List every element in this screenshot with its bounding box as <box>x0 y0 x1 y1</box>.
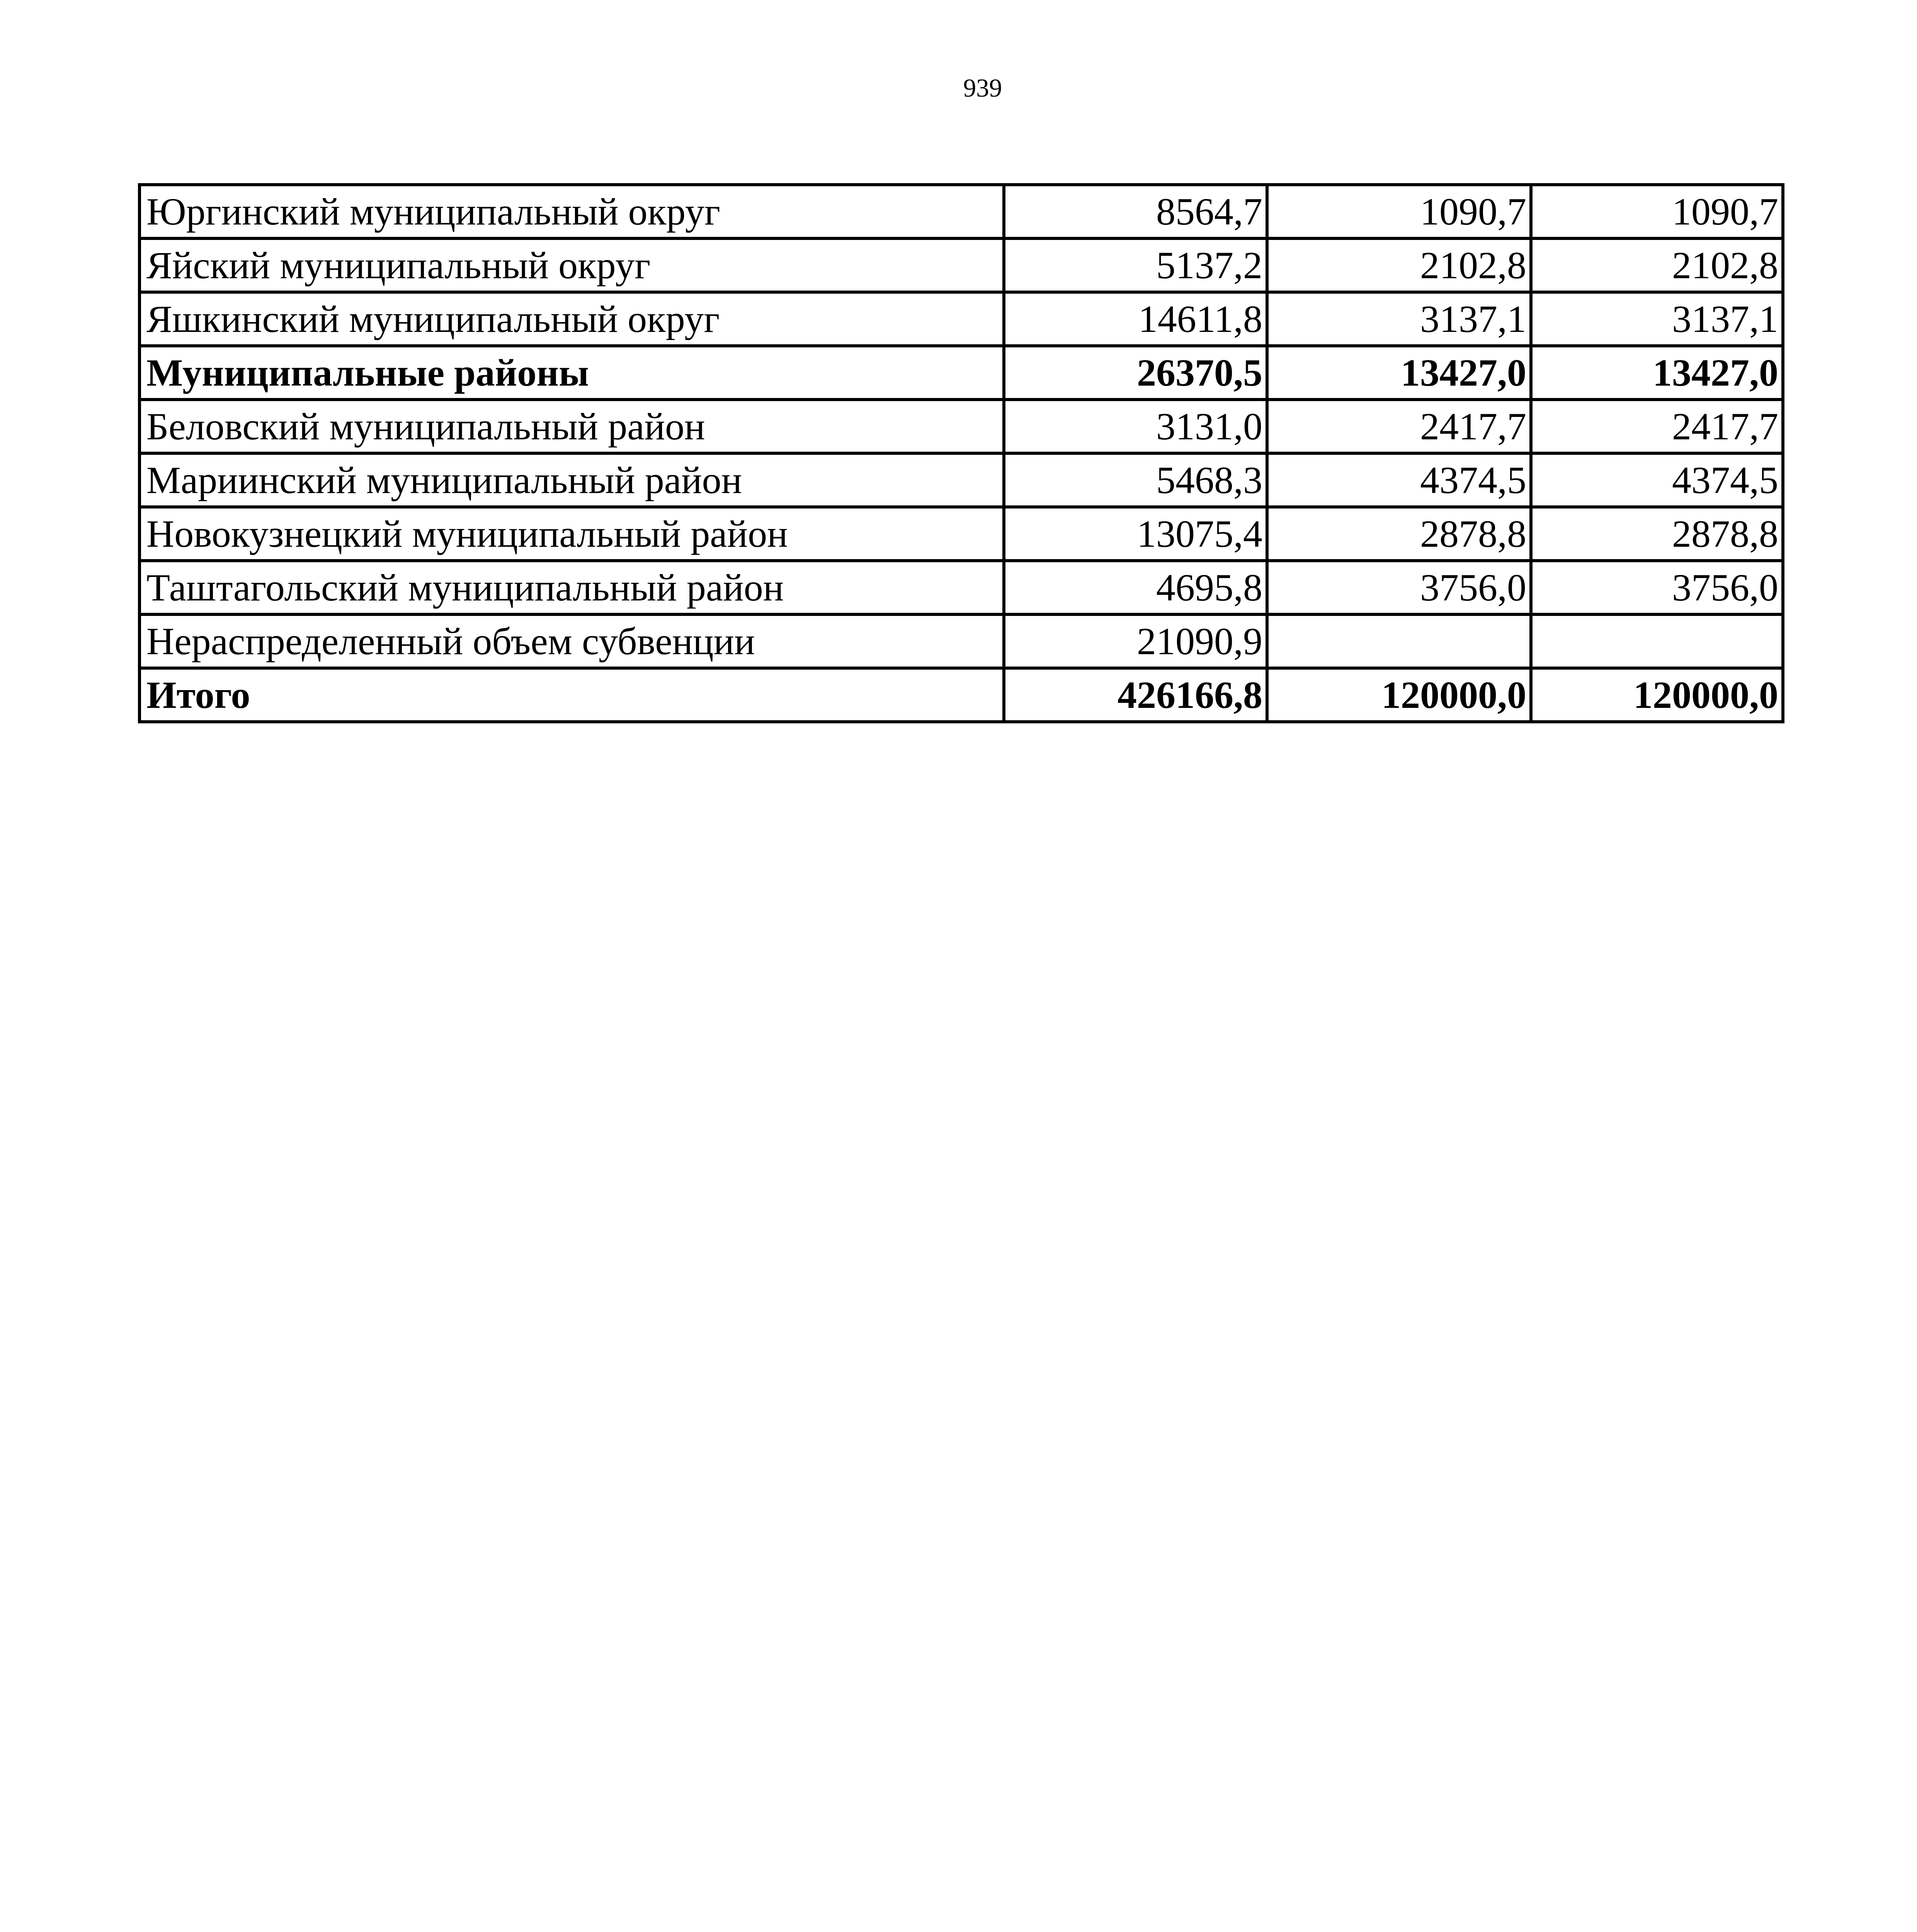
table-row <box>139 400 1783 453</box>
row-value-2 <box>1267 614 1531 668</box>
row-value-3: 13427,0 <box>1531 346 1783 400</box>
table-row <box>139 185 1783 238</box>
subvention-table <box>138 183 1784 723</box>
table-row <box>139 614 1783 668</box>
table-row <box>139 292 1783 346</box>
table-row <box>139 507 1783 561</box>
row-name: Таштагольский муниципальный район <box>139 561 1004 614</box>
table-row <box>139 561 1783 614</box>
row-value-2: 120000,0 <box>1267 668 1531 722</box>
row-name: Беловский муниципальный район <box>139 400 1004 453</box>
row-value-1: 3131,0 <box>1004 400 1267 453</box>
row-value-1: 8564,7 <box>1004 185 1267 238</box>
row-value-3: 1090,7 <box>1531 185 1783 238</box>
row-value-3: 120000,0 <box>1531 668 1783 722</box>
row-value-3 <box>1531 614 1783 668</box>
row-value-1: 21090,9 <box>1004 614 1267 668</box>
row-value-2: 3756,0 <box>1267 561 1531 614</box>
table-subtotal-row <box>139 346 1783 400</box>
row-value-1: 426166,8 <box>1004 668 1267 722</box>
row-name: Яшкинский муниципальный округ <box>139 292 1004 346</box>
row-value-1: 5468,3 <box>1004 453 1267 507</box>
table-row <box>139 453 1783 507</box>
row-name: Нераспределенный объем субвенции <box>139 614 1004 668</box>
row-name: Юргинский муниципальный округ <box>139 185 1004 238</box>
row-value-2: 1090,7 <box>1267 185 1531 238</box>
row-name: Итого <box>139 668 1004 722</box>
row-name: Новокузнецкий муниципальный район <box>139 507 1004 561</box>
row-value-2: 3137,1 <box>1267 292 1531 346</box>
row-value-3: 2878,8 <box>1531 507 1783 561</box>
page-number: 939 <box>963 74 1002 102</box>
row-value-2: 2878,8 <box>1267 507 1531 561</box>
row-value-2: 2417,7 <box>1267 400 1531 453</box>
row-value-3: 2417,7 <box>1531 400 1783 453</box>
row-value-1: 5137,2 <box>1004 238 1267 292</box>
table-total-row <box>139 668 1783 722</box>
row-value-3: 3756,0 <box>1531 561 1783 614</box>
row-value-2: 4374,5 <box>1267 453 1531 507</box>
row-value-3: 3137,1 <box>1531 292 1783 346</box>
row-value-3: 4374,5 <box>1531 453 1783 507</box>
row-name: Муниципальные районы <box>139 346 1004 400</box>
row-value-2: 2102,8 <box>1267 238 1531 292</box>
row-value-1: 4695,8 <box>1004 561 1267 614</box>
row-value-1: 26370,5 <box>1004 346 1267 400</box>
row-name: Яйский муниципальный округ <box>139 238 1004 292</box>
row-value-3: 2102,8 <box>1531 238 1783 292</box>
row-value-1: 13075,4 <box>1004 507 1267 561</box>
row-value-2: 13427,0 <box>1267 346 1531 400</box>
row-name: Мариинский муниципальный район <box>139 453 1004 507</box>
row-value-1: 14611,8 <box>1004 292 1267 346</box>
table-row <box>139 238 1783 292</box>
